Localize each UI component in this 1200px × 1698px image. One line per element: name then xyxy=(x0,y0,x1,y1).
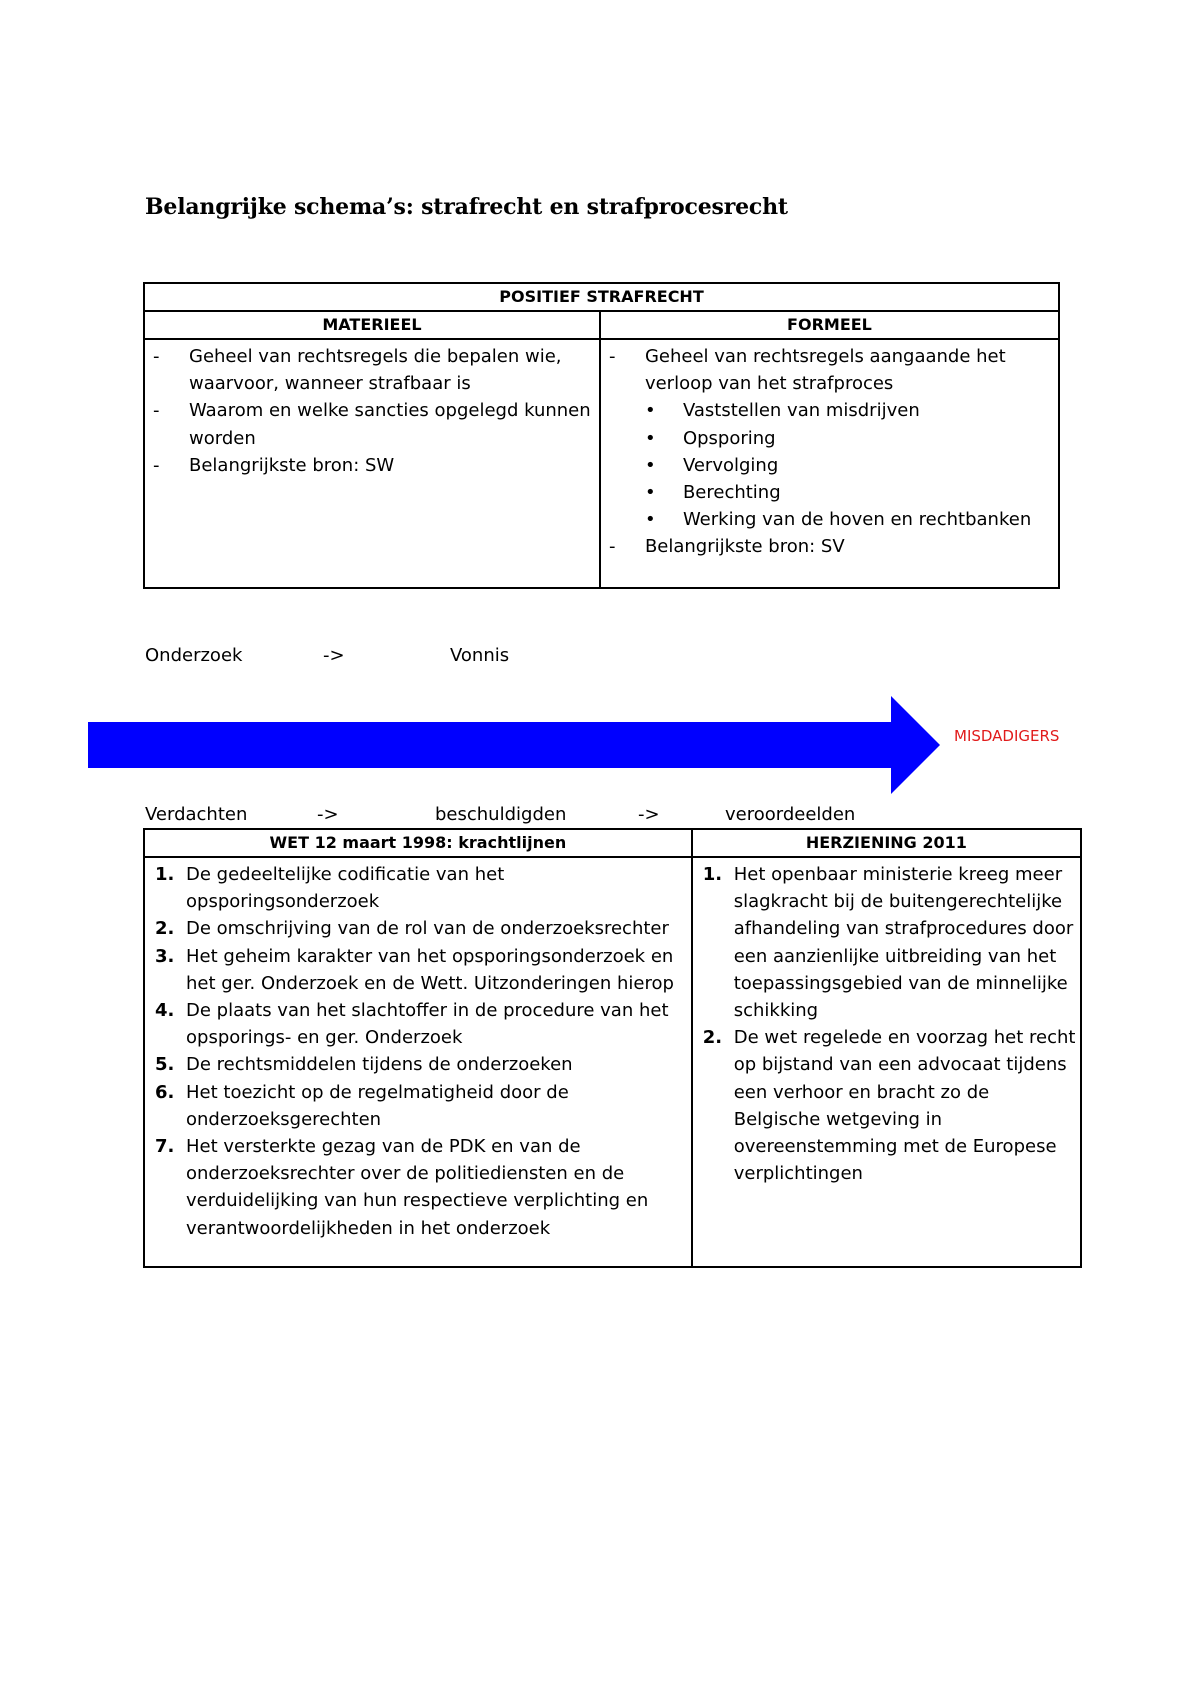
wet-herziening-table xyxy=(143,828,1082,1268)
flow-onderzoek: Onderzoek xyxy=(145,645,243,666)
col-herziening-2011: HERZIENING 2011 xyxy=(692,829,1081,857)
bullet-item: • Opsporing xyxy=(644,427,776,449)
wet-1998-cell xyxy=(144,857,692,1267)
col-materieel: MATERIEEL xyxy=(144,311,600,339)
flow-arrow-text: -> xyxy=(317,804,339,825)
page-title: Belangrijke schema’s: strafrecht en strafprocesrecht xyxy=(145,194,788,220)
list-item: 3. Het geheim karakter van het opsporingsonderzoek en het ger. Onderzoek en de Wett. Uitzonderingen hierop xyxy=(155,945,674,994)
positief-strafrecht-table xyxy=(143,282,1060,589)
list-item: 7. Het versterkte gezag van de PDK en van de onderzoeksrechter over de politiediensten en de verduidelijking van hun respectieve verplichting en verantwoordelijkheden in het onderzoek xyxy=(155,1136,649,1239)
list-item: 2. De wet regelede en voorzag het recht op bijstand van een advocaat tijdens een verhoor en bracht zo de Belgische wetgeving in overeenstemming met de Europese verplichtingen xyxy=(702,1027,1076,1185)
misdadigers-label: MISDADIGERS xyxy=(954,727,1060,745)
flow-arrow-text: -> xyxy=(323,645,345,666)
flow-arrow-text: -> xyxy=(638,804,660,825)
materieel-cell xyxy=(144,339,600,588)
process-arrow xyxy=(88,696,940,794)
bullet-item: • Berechting xyxy=(644,482,781,504)
col-wet-1998: WET 12 maart 1998: krachtlijnen xyxy=(144,829,692,857)
table1-header: POSITIEF STRAFRECHT xyxy=(144,283,1059,311)
list-item: - Geheel van rechtsregels die bepalen wie, waarvoor, wanneer strafbaar is xyxy=(153,346,562,395)
list-item: - Geheel van rechtsregels aangaande het verloop van het strafproces xyxy=(608,346,1006,395)
formeel-cell xyxy=(600,339,1059,588)
list-item: - Belangrijkste bron: SW xyxy=(153,454,395,476)
bullet-item: • Vaststellen van misdrijven xyxy=(644,400,920,422)
list-item: - Waarom en welke sancties opgelegd kunnen worden xyxy=(153,400,591,449)
flow-beschuldigden: beschuldigden xyxy=(435,804,567,825)
herziening-2011-cell xyxy=(692,857,1081,1267)
list-item: 4. De plaats van het slachtoffer in de procedure van het opsporings- en ger. Onderzoek xyxy=(155,1000,669,1049)
bullet-item: • Werking van de hoven en rechtbanken xyxy=(644,509,1032,531)
bullet-item: • Vervolging xyxy=(644,454,779,476)
list-item: 1. Het openbaar ministerie kreeg meer slagkracht bij de buitengerechtelijke afhandeling van strafprocedures door een aanzienlijke uitbreiding van het toepassingsgebied van de minnelijke schikking xyxy=(702,864,1074,1022)
list-item: 2. De omschrijving van de rol van de onderzoeksrechter xyxy=(155,918,669,940)
col-formeel: FORMEEL xyxy=(600,311,1059,339)
list-item: 6. Het toezicht op de regelmatigheid door de onderzoeksgerechten xyxy=(155,1081,569,1130)
flow-verdachten: Verdachten xyxy=(145,804,248,825)
flow-vonnis: Vonnis xyxy=(450,645,510,666)
list-item: 1. De gedeeltelijke codificatie van het opsporingsonderzoek xyxy=(155,864,505,913)
list-item: - Belangrijkste bron: SV xyxy=(608,536,845,558)
process-arrow-shape xyxy=(88,696,940,794)
list-item: 5. De rechtsmiddelen tijdens de onderzoeken xyxy=(155,1054,573,1076)
flow-veroordeelden: veroordeelden xyxy=(725,804,856,825)
